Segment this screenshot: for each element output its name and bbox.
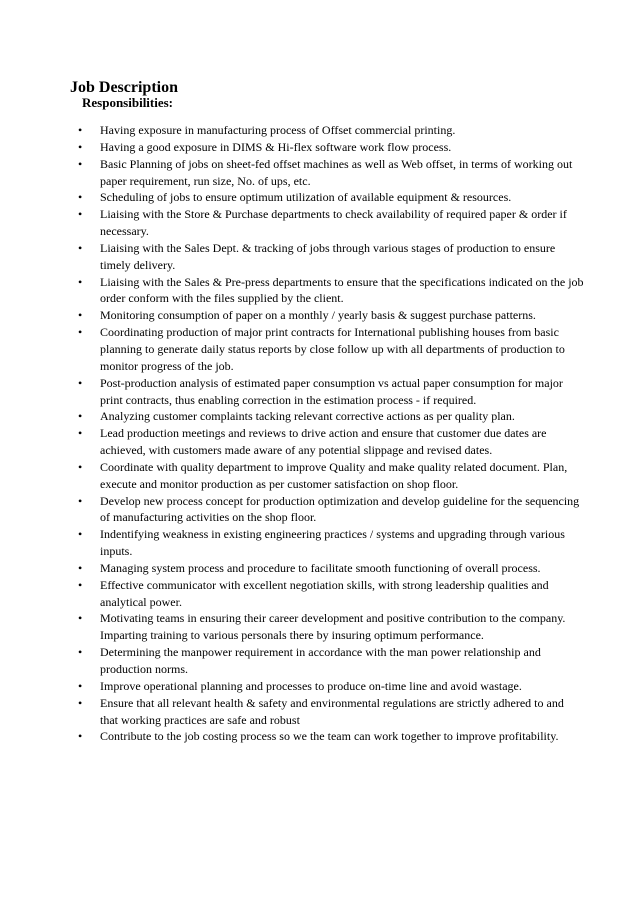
bullet-icon: • — [78, 611, 83, 626]
list-item-text: Ensure that all relevant health & safety and environmental regulations are strictly adhered to and that working practices are safe and robust — [100, 695, 564, 727]
list-item — [78, 274, 584, 308]
list-item-text: Having a good exposure in DIMS & Hi-flex software work flow process. — [100, 139, 452, 154]
list-item-text: Analyzing customer complaints tacking relevant corrective actions as per quality plan. — [100, 409, 515, 424]
list-item-text: Post-production analysis of estimated paper consumption vs actual paper consumption for major print contracts, thus enabling correction in the estimation process - if required. — [100, 375, 563, 407]
bullet-icon: • — [78, 678, 83, 693]
bullet-icon: • — [78, 274, 83, 289]
list-item-text: Basic Planning of jobs on sheet-fed offset machines as well as Web offset, in terms of working out paper requirement, run size, No. of ups, etc. — [100, 156, 573, 188]
bullet-icon: • — [78, 409, 83, 424]
list-item — [78, 324, 584, 375]
list-item — [78, 695, 584, 729]
list-item — [78, 139, 584, 156]
bullet-icon: • — [78, 240, 83, 255]
bullet-icon: • — [78, 207, 83, 222]
bullet-icon: • — [78, 577, 83, 592]
list-item — [78, 459, 584, 493]
list-item-text: Effective communicator with excellent negotiation skills, with strong leadership qualities and analytical power. — [100, 577, 549, 609]
bullet-icon: • — [78, 190, 83, 205]
list-item — [78, 610, 584, 644]
list-item — [78, 375, 584, 409]
list-item-text: Indentifying weakness in existing engineering practices / systems and upgrading through various inputs. — [100, 527, 565, 559]
bullet-icon: • — [78, 426, 83, 441]
responsibilities-list — [78, 122, 584, 745]
bullet-icon: • — [78, 493, 83, 508]
bullet-icon: • — [78, 375, 83, 390]
list-item-text: Coordinating production of major print contracts for International publishing houses from basic planning to generate daily status reports by close follow up with all departments of production to monitor progress of the job. — [100, 325, 565, 373]
list-item — [78, 425, 584, 459]
list-item-text: Monitoring consumption of paper on a monthly / yearly basis & suggest purchase patterns. — [100, 308, 536, 323]
bullet-icon: • — [78, 527, 83, 542]
list-item — [78, 189, 584, 206]
list-item — [78, 560, 584, 577]
list-item — [78, 577, 584, 611]
bullet-icon: • — [78, 156, 83, 171]
list-item — [78, 678, 584, 695]
list-item — [78, 307, 584, 324]
list-item-text: Scheduling of jobs to ensure optimum utilization of available equipment & resources. — [100, 190, 512, 205]
list-item — [78, 728, 584, 745]
list-item-text: Coordinate with quality department to improve Quality and make quality related document. Plan, execute and monitor production as per customer satisfaction on shop floor. — [100, 459, 568, 491]
bullet-icon: • — [78, 325, 83, 340]
list-item-text: Lead production meetings and reviews to drive action and ensure that customer due dates are achieved, with customers made aware of any potential slippage and revised dates. — [100, 426, 547, 458]
list-item — [78, 408, 584, 425]
bullet-icon: • — [78, 695, 83, 710]
bullet-icon: • — [78, 308, 83, 323]
list-item — [78, 493, 584, 527]
list-item — [78, 644, 584, 678]
list-item — [78, 206, 584, 240]
page-title: Job Description — [70, 79, 178, 96]
bullet-icon: • — [78, 729, 83, 744]
list-item — [78, 156, 584, 190]
bullet-icon: • — [78, 139, 83, 154]
bullet-icon: • — [78, 645, 83, 660]
list-item — [78, 122, 584, 139]
list-item — [78, 526, 584, 560]
list-item-text: Liaising with the Store & Purchase departments to check availability of required paper & order if necessary. — [100, 207, 567, 239]
list-item-text: Motivating teams in ensuring their career development and positive contribution to the company. Imparting training to various personals there by insuring optimum performance. — [100, 611, 566, 643]
list-item-text: Determining the manpower requirement in accordance with the man power relationship and production norms. — [100, 645, 541, 676]
list-item-text: Liaising with the Sales & Pre-press departments to ensure that the specifications indicated on the job order conform with the files supplied by the client. — [100, 274, 584, 306]
list-item-text: Contribute to the job costing process so we the team can work together to improve profitability. — [100, 729, 559, 744]
list-item-text: Develop new process concept for production optimization and develop guideline for the sequencing of manufacturing activities on the shop floor. — [100, 493, 580, 525]
list-item — [78, 240, 584, 274]
bullet-icon: • — [78, 560, 83, 575]
list-item-text: Managing system process and procedure to facilitate smooth functioning of overall process. — [100, 560, 541, 575]
bullet-icon: • — [78, 459, 83, 474]
bullet-icon: • — [78, 123, 83, 137]
list-item-text: Improve operational planning and processes to produce on-time line and avoid wastage. — [100, 678, 522, 693]
list-item-text: Having exposure in manufacturing process of Offset commercial printing. — [100, 123, 456, 137]
section-heading: Responsibilities: — [82, 95, 174, 110]
list-item-text: Liaising with the Sales Dept. & tracking of jobs through various stages of production to ensure timely delivery. — [100, 240, 556, 272]
